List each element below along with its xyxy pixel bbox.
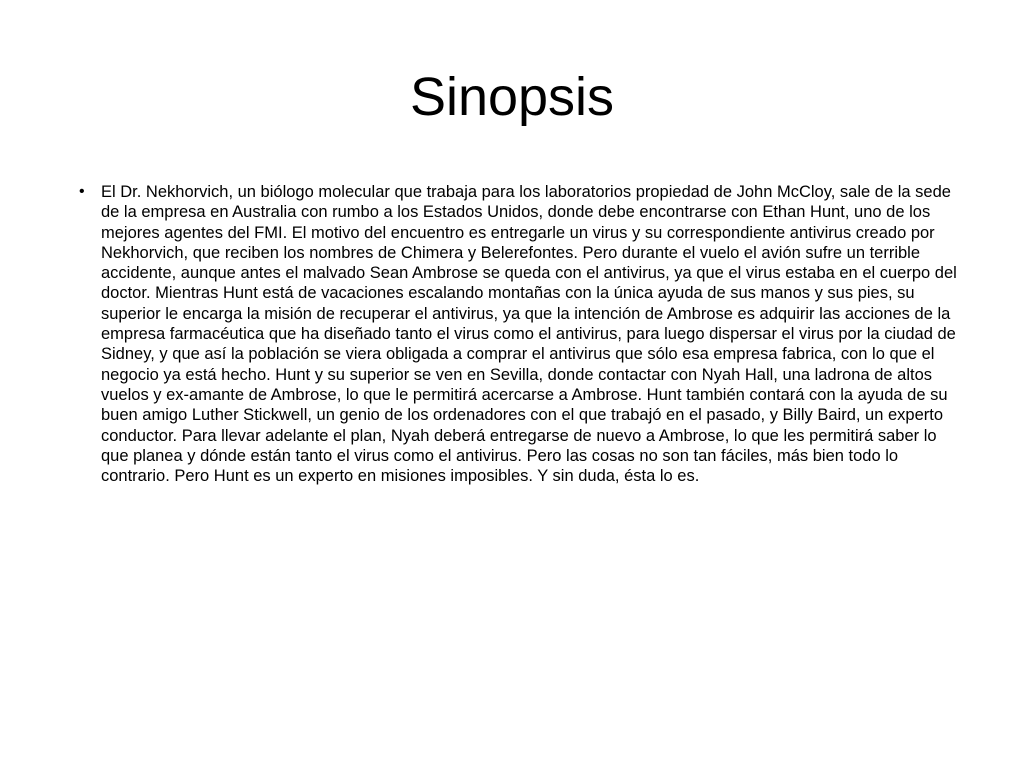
bullet-text: El Dr. Nekhorvich, un biólogo molecular que trabaja para los laboratorios propiedad de John McCloy, sale de la sede de la empresa en Australia con rumbo a los Estados Unidos, donde debe encontrarse con Ethan Hunt, uno de los mejores agentes del FMI. El motivo del encuentro es entregarle un virus y su correspondiente antivirus creado por Nekhorvich, que reciben los nombres de Chimera y Belerefontes. Pero durante el vuelo el avión sufre un terrible accidente, aunque antes el malvado Sean Ambrose se queda con el antivirus, ya que el virus estaba en el cuerpo del doctor. Mientras Hunt está de vacaciones escalando montañas con la única ayuda de sus manos y sus pies, su superior le encarga la misión de recuperar el antivirus, ya que la intención de Ambrose es adquirir las acciones de la empresa farmacéutica que ha diseñado tanto el virus como el antivirus, para luego dispersar el virus por la ciudad de Sidney, y que así la población se viera obligada a comprar el antivirus que sólo esa empresa fabrica, con lo que el negocio ya está hecho. Hunt y su superior se ven en Sevilla, donde contactar con Nyah Hall, una ladrona de altos vuelos y ex-amante de Ambrose, lo que le permitirá acercarse a Ambrose. Hunt también contará con la ayuda de su buen amigo Luther Stickwell, un genio de los ordenadores con el que trabajó en el pasado, y Billy Baird, un experto conductor. Para llevar adelante el plan, Nyah deberá entregarse de nuevo a Ambrose, lo que les permitirá saber lo que planea y dónde están tanto el virus como el antivirus. Pero las cosas no son tan fáciles, más bien todo lo contrario. Pero Hunt es un experto en misiones imposibles. Y sin duda, ésta lo es.	[101, 183, 957, 486]
slide-body	[80, 182, 960, 486]
bullet-marker: •	[79, 183, 85, 200]
bullet-item	[80, 182, 960, 486]
slide-title: Sinopsis	[409, 67, 615, 127]
